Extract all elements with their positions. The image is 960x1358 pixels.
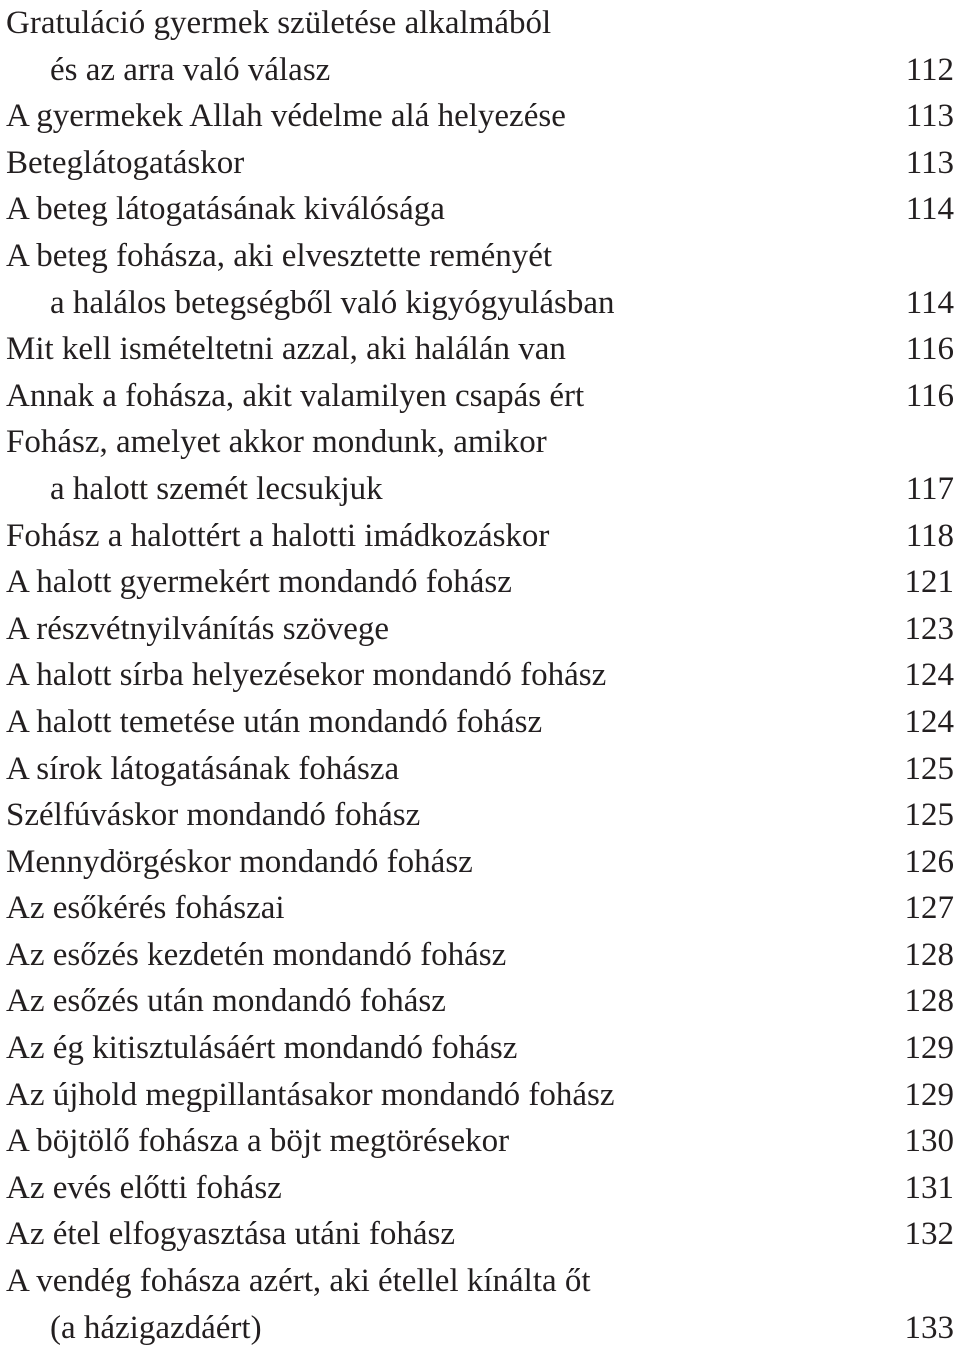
toc-entry-title: Mennydörgéskor mondandó fohász [6,843,473,880]
toc-entry [6,932,954,979]
toc-entry-page-number: 113 [905,98,954,135]
toc-entry-page-number: 113 [905,144,954,181]
toc-entry-title: Az újhold megpillantásakor mondandó fohász [6,1076,615,1113]
toc-entry-title: Gratuláció gyermek születése alkalmából [6,5,552,41]
toc-entry [6,419,954,466]
toc-entry-title: Az esőkérés fohászai [6,890,285,927]
toc-entry-page-number: 118 [905,517,954,554]
toc-entry-title: Mit kell ismételtetni azzal, aki halálán van [6,331,566,368]
toc-entry [6,746,954,793]
toc-entry [6,792,954,839]
toc-entry-title: A részvétnyilvánítás szövege [6,610,390,647]
toc-entry-page-number: 121 [904,564,954,601]
toc-entry [6,513,954,560]
toc-entry [6,373,954,420]
toc-entry [6,186,954,233]
toc-entry-page-number: 131 [904,1169,954,1206]
toc-entry-page-number: 124 [904,703,954,740]
toc-entry [6,1072,954,1119]
toc-entry-title: (a házigazdáért) [50,1309,262,1346]
toc-entry-title: és az arra való válasz [50,51,331,88]
toc-entry-title: Az esőzés kezdetén mondandó fohász [6,936,507,973]
toc-entry [6,559,954,606]
toc-entry-page-number: 130 [904,1123,954,1160]
toc-entry-title: Annak a fohásza, akit valamilyen csapás ért [6,377,585,414]
toc-entry-page-number: 129 [904,1076,954,1113]
toc-entry-page-number: 128 [904,936,954,973]
toc-entry-title: a halott szemét lecsukjuk [50,470,383,507]
toc-entry-page-number: 117 [905,470,954,507]
toc-entry [6,1118,954,1165]
toc-entry [6,466,954,513]
toc-entry-title: A halott sírba helyezésekor mondandó fohász [6,657,607,694]
toc-entry-page-number: 124 [904,657,954,694]
toc-entry-page-number: 132 [904,1216,954,1253]
toc-entry [6,1258,954,1305]
toc-entry-page-number: 123 [904,610,954,647]
toc-entry [6,606,954,653]
toc-entry-title: A beteg látogatásának kiválósága [6,191,445,228]
toc-entry-title: A beteg fohásza, aki elvesztette reményét [6,237,553,274]
toc-entry-page-number: 114 [905,284,954,321]
toc-entry [6,93,954,140]
toc-entry-title: Szélfúváskor mondandó fohász [6,797,421,834]
toc-entry-page-number: 116 [905,377,954,414]
toc-entry [6,140,954,187]
toc-entry-page-number: 128 [904,983,954,1020]
toc-entry [6,978,954,1025]
toc-entry-title: Fohász a halottért a halotti imádkozáskor [6,517,550,554]
toc-entry-page-number: 116 [905,331,954,368]
toc-entry [6,233,954,280]
toc-entry-title: A halott gyermekért mondandó fohász [6,564,512,601]
toc-entry [6,47,954,94]
toc-entry-page-number: 125 [904,750,954,787]
toc-entry-page-number: 114 [905,191,954,228]
toc-entry-title: a halálos betegségből való kigyógyulásban [50,284,615,321]
toc-entry [6,326,954,373]
toc-entry-title: Az evés előtti fohász [6,1169,282,1206]
toc-entry-title: A sírok látogatásának fohásza [6,750,400,787]
toc-entry [6,0,954,47]
toc-entry-title: Fohász, amelyet akkor mondunk, amikor [6,424,547,461]
toc-entry-title: Az esőzés után mondandó fohász [6,983,446,1020]
toc-entry-title: A böjtölő fohásza a böjt megtörésekor [6,1123,510,1160]
toc-entry-page-number: 133 [904,1309,954,1346]
toc-entry-page-number: 127 [904,890,954,927]
toc-entry [6,839,954,886]
toc-entry-title: Az étel elfogyasztása utáni fohász [6,1216,455,1253]
toc-entry-page-number: 112 [905,51,954,88]
toc-entry-title: A halott temetése után mondandó fohász [6,703,543,740]
toc-entry-title: A gyermekek Allah védelme alá helyezése [6,98,566,135]
table-of-contents [6,0,954,1351]
toc-entry-page-number: 126 [904,843,954,880]
toc-entry-title: A vendég fohásza azért, aki étellel kínálta őt [6,1263,591,1300]
toc-entry [6,1165,954,1212]
toc-entry [6,1305,954,1352]
toc-entry [6,699,954,746]
toc-entry-page-number: 129 [904,1030,954,1067]
toc-entry [6,652,954,699]
toc-entry-title: Az ég kitisztulásáért mondandó fohász [6,1030,518,1067]
toc-entry [6,280,954,327]
toc-entry [6,885,954,932]
toc-entry-title: Beteglátogatáskor [6,144,245,181]
toc-entry-page-number: 125 [904,797,954,834]
toc-entry [6,1025,954,1072]
toc-entry [6,1211,954,1258]
